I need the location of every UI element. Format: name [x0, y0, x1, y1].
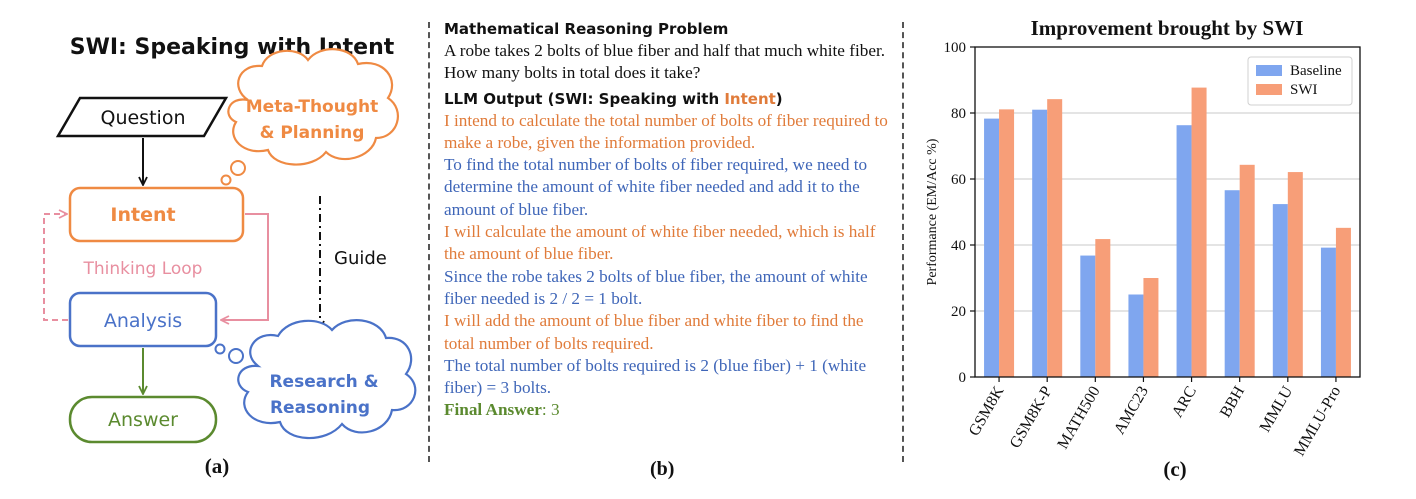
bar-swi-gsm8k: [999, 109, 1014, 377]
bar-baseline-bbh: [1225, 190, 1240, 377]
bar-layer: [984, 88, 1351, 377]
panel-a-caption: (a): [204, 454, 230, 478]
bar-baseline-math500: [1080, 256, 1095, 377]
bar-chart: [905, 0, 1416, 494]
output-heading: [444, 88, 896, 110]
x-tick-label: GSM8K: [965, 383, 1008, 439]
y-axis-label: Performance (EM/Acc %): [925, 138, 940, 286]
output-step: The total number of bolts required is 2 (blue fiber) + 1 (white fiber) = 3 bolts.: [444, 355, 867, 398]
x-tick-label: MMLU: [1256, 383, 1297, 436]
bar-swi-bbh: [1240, 165, 1255, 377]
analysis-label: Analysis: [103, 310, 183, 332]
legend-label-baseline: Baseline: [1290, 63, 1342, 79]
thinking-loop-label: Thinking Loop: [83, 259, 203, 279]
separator-right: [902, 22, 904, 462]
output-heading-prefix: LLM Output (SWI: Speaking with: [444, 89, 725, 108]
panel-c-caption: (c): [1163, 457, 1187, 481]
output-step: I will calculate the amount of white fiber needed, which is half the amount of blue fiber.: [444, 222, 876, 264]
question-label: Question: [100, 107, 186, 129]
x-tick-label: MATH500: [1054, 383, 1104, 453]
output-heading-intent: Intent: [724, 89, 776, 108]
bar-baseline-gsm8k: [984, 119, 999, 377]
analysis-to-intent-loop-arrow: [44, 214, 68, 320]
bar-swi-mmlu-pro: [1336, 228, 1351, 377]
y-tick-label: 20: [951, 304, 966, 320]
bar-swi-math500: [1095, 239, 1110, 377]
answer-label: Answer: [108, 409, 178, 431]
panel-b-caption: (b): [650, 458, 675, 480]
legend-label-swi: SWI: [1290, 82, 1318, 98]
meta-thought-label-line1: Meta-Thought: [245, 97, 379, 117]
legend: [1248, 57, 1352, 105]
output-step: Since the robe takes 2 bolts of blue fiber, the amount of white fiber needed is 2 / 2 = 1 bolt.: [444, 266, 868, 308]
x-tick-label: AMC23: [1110, 383, 1152, 438]
chart-title: Improvement brought by SWI: [1030, 16, 1304, 40]
bar-baseline-arc: [1177, 125, 1192, 377]
output-step: I will add the amount of blue fiber and white fiber to find the total number of bolts required.: [444, 311, 864, 353]
panel-b-example: [444, 18, 896, 488]
bar-swi-arc: [1192, 88, 1207, 377]
separator-left: [428, 22, 430, 462]
x-tick-label: BBH: [1216, 383, 1249, 421]
legend-swatch-swi: [1256, 84, 1282, 95]
final-answer-value: : 3: [541, 400, 560, 420]
output-step: To find the total number of bolts of fiber required, we need to determine the amount of white fiber needed and add it to the amount of blue fiber.: [444, 155, 868, 219]
swi-flow-diagram: [0, 0, 430, 494]
problem-heading: Mathematical Reasoning Problem: [444, 20, 729, 38]
bar-baseline-mmlu-pro: [1321, 248, 1336, 377]
diagram-title: SWI: Speaking with Intent: [69, 35, 395, 60]
output-step: I intend to calculate the total number of bolts of fiber required to make a robe, given the information provided.: [444, 110, 888, 152]
bar-baseline-mmlu: [1273, 204, 1288, 377]
x-tick-label: MMLU-Pro: [1291, 383, 1345, 459]
bar-swi-amc23: [1143, 278, 1158, 377]
y-tick-label: 100: [943, 40, 966, 56]
guide-label: Guide: [334, 248, 387, 269]
output-steps: [444, 110, 896, 400]
meta-thought-label-line2: & Planning: [259, 123, 365, 143]
bar-swi-mmlu: [1288, 172, 1303, 377]
bar-baseline-amc23: [1128, 295, 1143, 378]
x-tick-label: ARC: [1168, 383, 1201, 421]
output-heading-suffix: ): [775, 89, 783, 108]
bar-baseline-gsm8k-p: [1032, 110, 1047, 377]
y-tick-label: 40: [951, 238, 966, 254]
research-label-line2: Reasoning: [269, 398, 371, 418]
y-tick-label: 0: [958, 370, 966, 386]
x-tick-label: GSM8K-P: [1006, 383, 1056, 452]
final-answer-label: Final Answer: [444, 400, 542, 420]
final-answer: [444, 399, 896, 421]
panel-a-diagram: [0, 0, 430, 494]
y-tick-label: 80: [951, 106, 966, 122]
y-tick-label: 60: [951, 172, 966, 188]
intent-label: Intent: [110, 204, 176, 226]
research-label-line1: Research &: [269, 372, 379, 392]
problem-text: A robe takes 2 bolts of blue fiber and half that much white fiber. How many bolts in total does it take?: [444, 41, 886, 83]
bar-swi-gsm8k-p: [1047, 99, 1062, 377]
legend-swatch-baseline: [1256, 65, 1282, 76]
panel-c-chart: [905, 0, 1416, 494]
